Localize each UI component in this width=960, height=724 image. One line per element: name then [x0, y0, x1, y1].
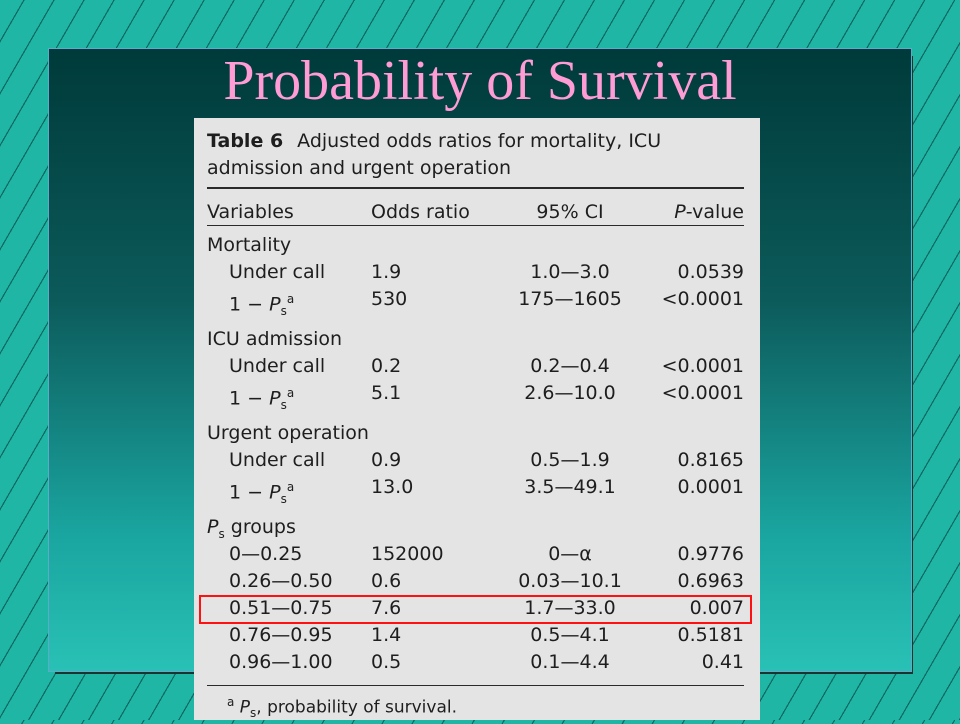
- row-variable: [229, 476, 294, 510]
- row-p-value: 0.9776: [677, 543, 744, 565]
- variable-sup: a: [286, 480, 295, 494]
- row-odds-ratio: 1.9: [371, 261, 402, 283]
- row-variable: 0.96—1.00: [229, 651, 333, 673]
- row-p-value: 0.5181: [677, 624, 744, 646]
- row-variable: Under call: [229, 355, 326, 377]
- table-top-rule: [207, 187, 744, 189]
- row-variable: 0.76—0.95: [229, 624, 333, 646]
- group-label-sub: s: [218, 526, 225, 541]
- row-odds-ratio: 0.5: [371, 651, 402, 673]
- row-ci: 0.5—4.1: [530, 624, 610, 646]
- row-odds-ratio: 152000: [371, 543, 444, 565]
- row-ci: 0.03—10.1: [518, 570, 622, 592]
- group-label-symbol: P: [207, 516, 219, 538]
- footnote-symbol: P: [239, 697, 251, 718]
- row-variable: [229, 288, 294, 322]
- group-label: Urgent operation: [207, 422, 369, 444]
- variable-sup: a: [286, 386, 295, 400]
- row-p-value: 0.007: [689, 597, 744, 619]
- table-image: [194, 118, 760, 720]
- row-p-value: 0.41: [701, 651, 744, 673]
- row-p-value: <0.0001: [661, 382, 744, 404]
- table-bottom-rule: [207, 685, 744, 686]
- row-variable: Under call: [229, 449, 326, 471]
- variable-sub: s: [280, 304, 287, 319]
- group-label: ICU admission: [207, 328, 343, 350]
- footnote-sub: s: [250, 706, 257, 721]
- group-label: [207, 516, 296, 545]
- table-number: Table 6: [207, 130, 284, 152]
- table-footnote: [227, 691, 457, 724]
- highlight-box: [199, 595, 752, 624]
- variable-text: 1 − P: [229, 387, 281, 410]
- row-variable: 0.26—0.50: [229, 570, 333, 592]
- table-header-rule: [207, 225, 744, 226]
- row-odds-ratio: 7.6: [371, 597, 402, 619]
- row-p-value: 0.0001: [677, 476, 744, 498]
- row-odds-ratio: 0.9: [371, 449, 402, 471]
- row-p-value: 0.8165: [677, 449, 744, 471]
- row-variable: 0—0.25: [229, 543, 303, 565]
- header-ci: 95% CI: [536, 201, 604, 223]
- slide-title: Probability of Survival: [223, 50, 737, 112]
- row-ci: 0.1—4.4: [530, 651, 610, 673]
- row-p-value: <0.0001: [661, 355, 744, 377]
- row-ci: 175—1605: [518, 288, 622, 310]
- row-p-value: <0.0001: [661, 288, 744, 310]
- row-odds-ratio: 1.4: [371, 624, 402, 646]
- row-odds-ratio: 5.1: [371, 382, 402, 404]
- row-p-value: 0.0539: [677, 261, 744, 283]
- row-ci: 0.5—1.9: [530, 449, 610, 471]
- footnote-mark: a: [227, 695, 235, 709]
- variable-text: 1 − P: [229, 293, 281, 316]
- row-ci: 1.0—3.0: [530, 261, 610, 283]
- footnote-text: , probability of survival.: [256, 697, 458, 718]
- row-variable: Under call: [229, 261, 326, 283]
- header-odds-ratio: Odds ratio: [371, 201, 470, 223]
- row-p-value: 0.6963: [677, 570, 744, 592]
- group-label-rest: groups: [224, 516, 296, 538]
- header-p-value: P-value: [674, 201, 744, 223]
- row-ci: 0.2—0.4: [530, 355, 610, 377]
- row-variable: 0.51—0.75: [229, 597, 333, 619]
- variable-text: 1 − P: [229, 481, 281, 504]
- row-ci: 1.7—33.0: [524, 597, 616, 619]
- row-odds-ratio: 0.2: [371, 355, 402, 377]
- row-ci: 3.5—49.1: [524, 476, 616, 498]
- row-ci: 2.6—10.0: [524, 382, 616, 404]
- variable-sup: a: [286, 292, 295, 306]
- group-label: Mortality: [207, 234, 292, 256]
- row-ci: 0—α: [548, 543, 592, 565]
- table-caption-text: Adjusted odds ratios for mortality, ICU admission and urgent operation: [207, 130, 662, 179]
- row-odds-ratio: 13.0: [371, 476, 414, 498]
- row-odds-ratio: 0.6: [371, 570, 402, 592]
- variable-sub: s: [280, 492, 287, 507]
- row-variable: [229, 382, 294, 416]
- header-variables: Variables: [207, 201, 294, 223]
- table-caption: [207, 128, 752, 182]
- variable-sub: s: [280, 398, 287, 413]
- row-odds-ratio: 530: [371, 288, 408, 310]
